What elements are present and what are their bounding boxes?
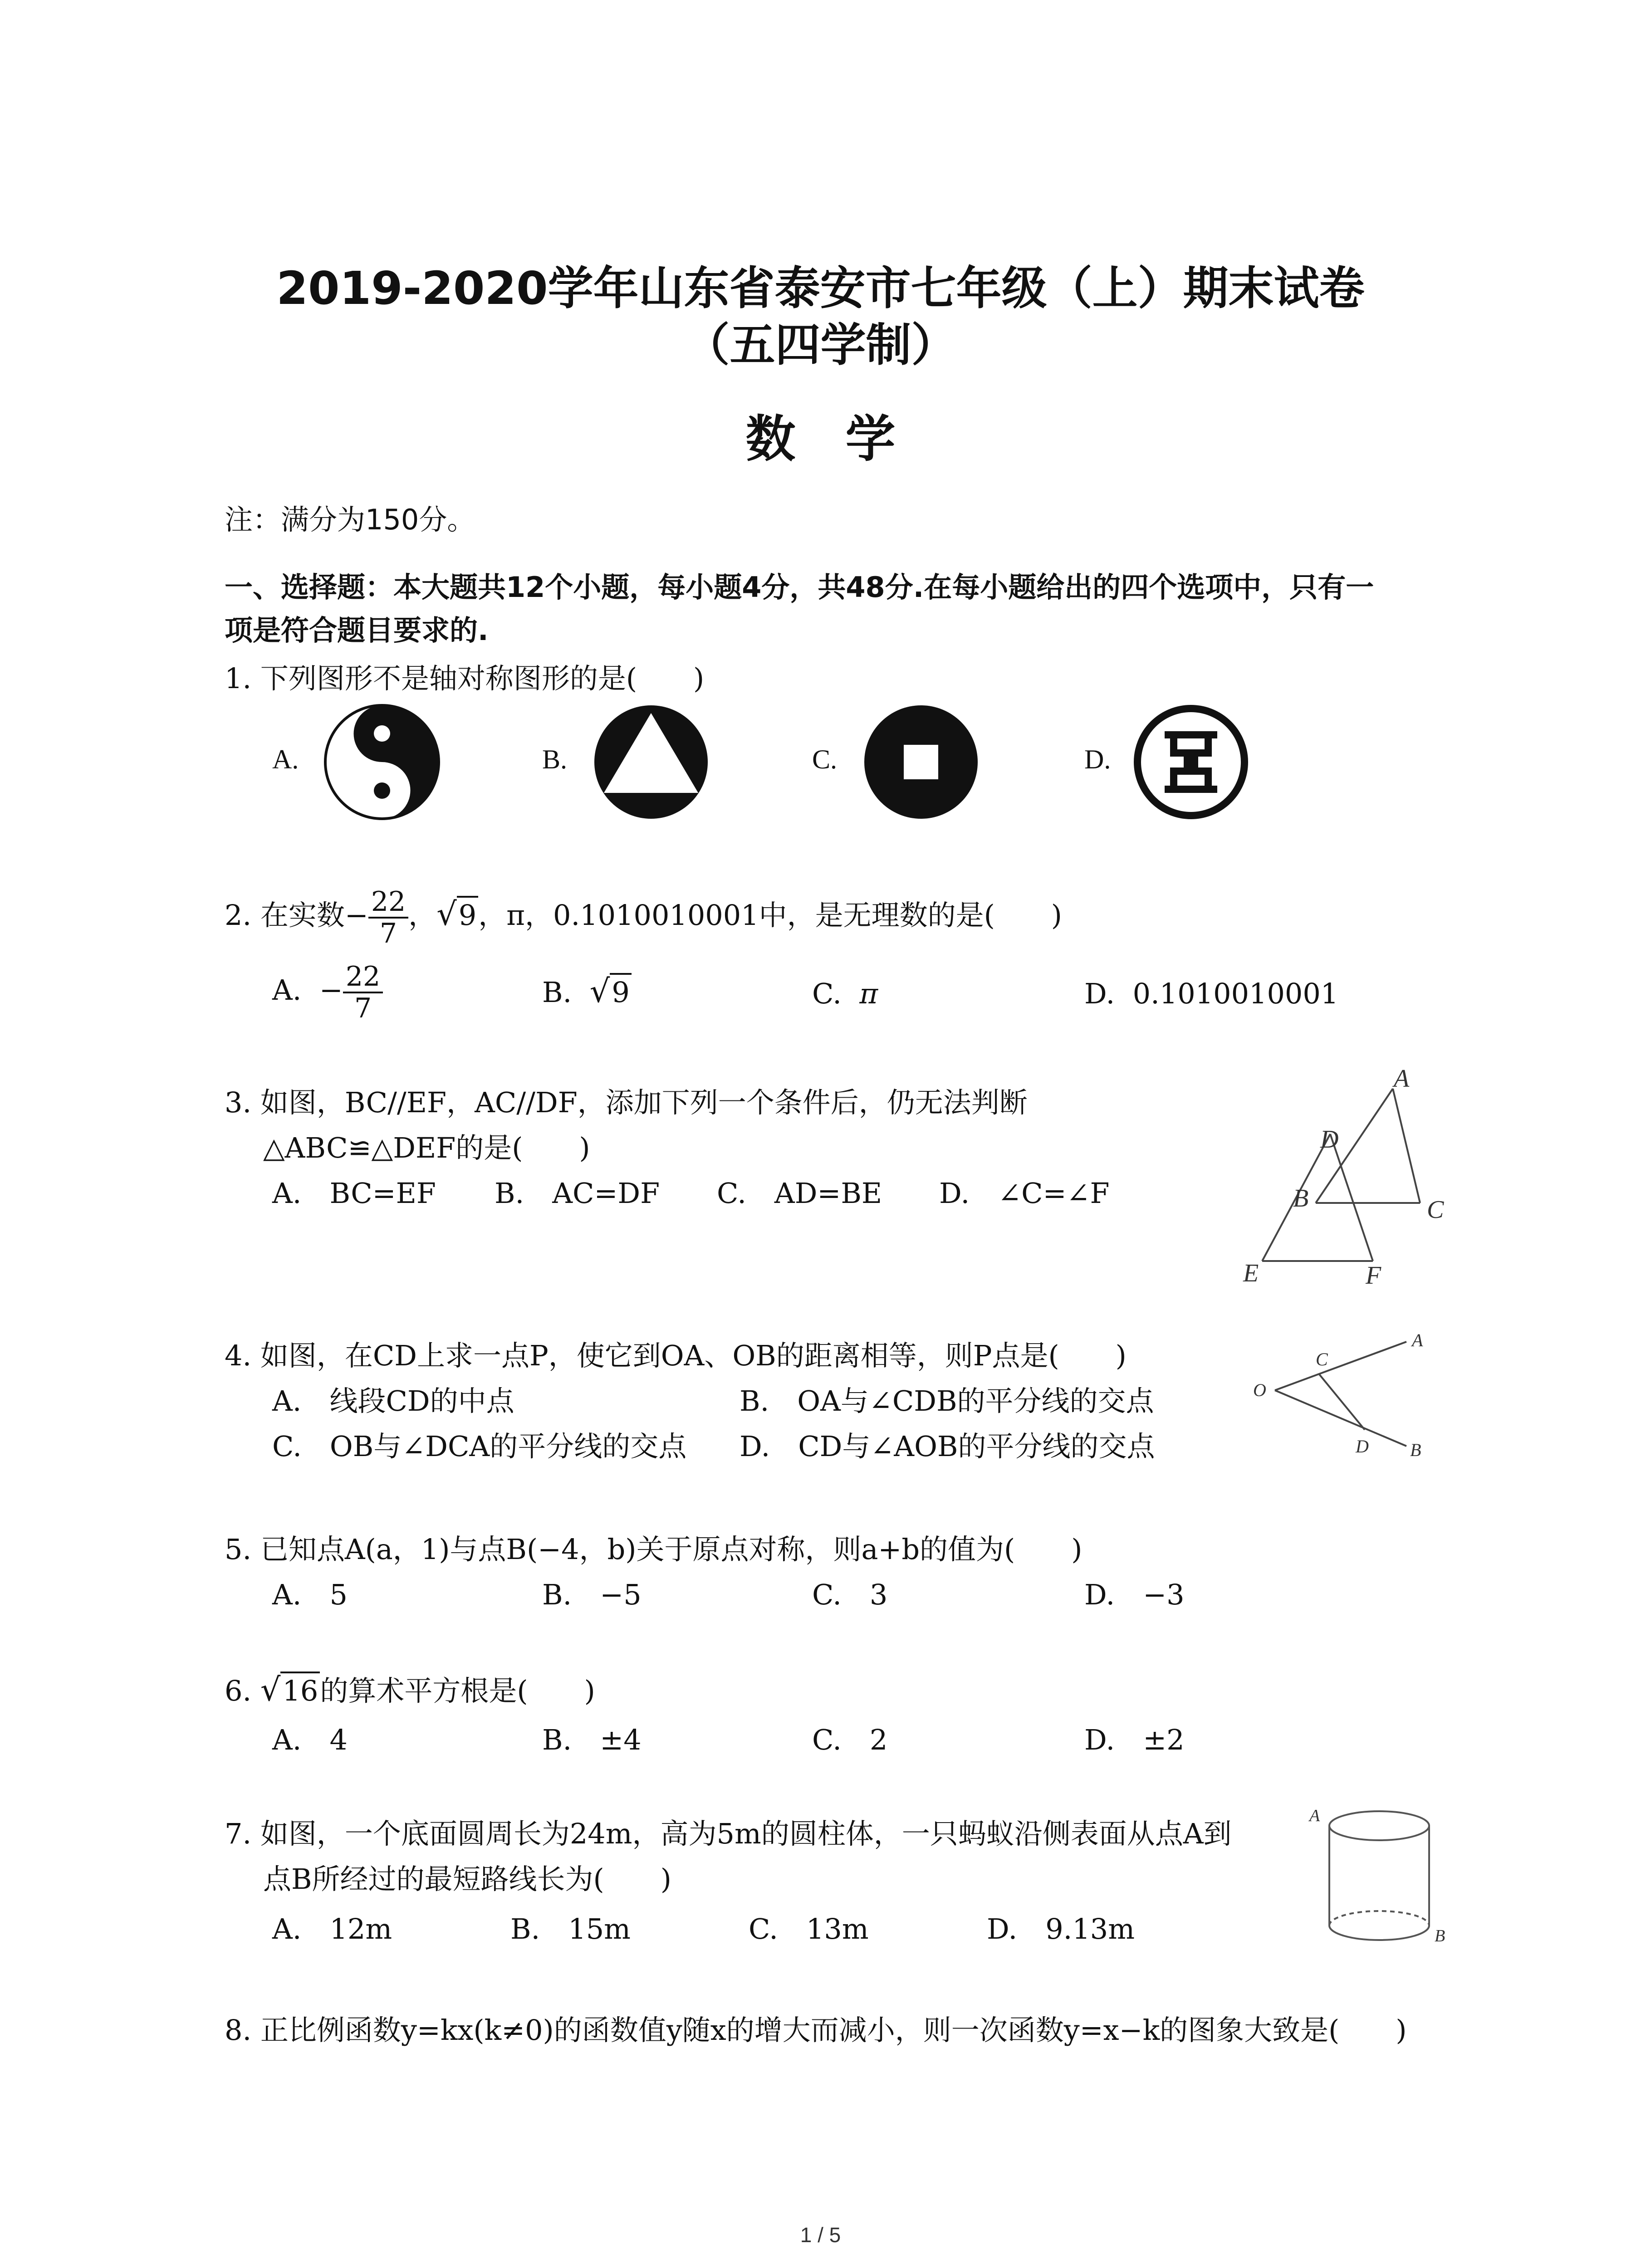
q2-option-b: [542, 973, 632, 1010]
q2-fraction-denominator: 7: [379, 918, 397, 949]
q3-stem-line2: △ABC≌△DEF的是( ): [263, 1131, 590, 1164]
bank-logo-icon: [1132, 703, 1250, 821]
q7-label-b: B: [1435, 1926, 1445, 1945]
q2-option-a-den: 7: [354, 992, 372, 1024]
q2-option-a: [272, 962, 383, 1023]
q2-stem-pre: 2. 在实数−: [225, 899, 368, 932]
q4-option-c: C. OB与∠DCA的平分线的交点: [272, 1430, 687, 1463]
q2-option-b-label: B.: [542, 976, 572, 1009]
q4-angle-figure: [1243, 1329, 1443, 1465]
q3-option-d: D. ∠C=∠F: [939, 1177, 1110, 1210]
q5-option-c: C. 3: [812, 1578, 888, 1611]
q2-stem-post: ，π，0.1010010001中，是无理数的是( ): [478, 899, 1062, 932]
score-note: 注：满分为150分。: [225, 503, 475, 536]
q7-cylinder-figure: [1307, 1803, 1452, 1953]
q3-stem-line1: 3. 如图，BC//EF，AC//DF，添加下列一个条件后，仍无法判断: [225, 1086, 1028, 1119]
yin-yang-icon: [323, 703, 441, 821]
q6-stem-pre: 6.: [225, 1674, 260, 1707]
q7-option-a: A. 12m: [272, 1912, 392, 1945]
q5-stem: 5. 已知点A(a，1)与点B(−4，b)关于原点对称，则a+b的值为( ): [225, 1533, 1083, 1566]
q7-label-a: A: [1309, 1806, 1320, 1825]
q2-option-a-sign: −: [319, 973, 343, 1007]
subject-title: 数 学: [745, 410, 896, 468]
q2-fraction: [368, 887, 408, 948]
q4-label-c: C: [1316, 1349, 1328, 1369]
sqrt-icon: √: [436, 895, 457, 933]
q4-label-o: O: [1253, 1380, 1266, 1400]
q2-option-a-num: 22: [343, 962, 383, 993]
q7-stem-line1: 7. 如图，一个底面圆周长为24m，高为5m的圆柱体，一只蚂蚁沿侧表面从点A到: [225, 1817, 1232, 1850]
q3-label-e: E: [1243, 1259, 1259, 1287]
q2-option-a-label: A.: [272, 973, 302, 1007]
q4-label-d: D: [1356, 1436, 1369, 1457]
q2-option-b-sqrt: [589, 973, 632, 1010]
q6-sqrt: [260, 1671, 320, 1708]
exam-title-line2: （五四学制）: [684, 318, 957, 371]
q2-stem-mid: ，: [408, 899, 437, 932]
q1-option-a-label: A.: [272, 744, 299, 774]
q8-stem: 8. 正比例函数y=kx(k≠0)的函数值y随x的增大而减小，则一次函数y=x−k的图象大致是( ): [225, 2014, 1407, 2047]
q2-fraction-numerator: 22: [368, 887, 408, 919]
q7-option-c: C. 13m: [749, 1912, 869, 1945]
q7-stem-line2: 点B所经过的最短路线长为( ): [263, 1862, 671, 1896]
q3-option-c: C. AD=BE: [717, 1177, 882, 1210]
q2-option-d-value: 0.1010010001: [1132, 977, 1339, 1010]
q6-sqrt-arg: 16: [280, 1672, 320, 1707]
q3-label-d: D: [1320, 1125, 1339, 1154]
q3-label-c: C: [1427, 1196, 1444, 1224]
q2-stem: [225, 887, 1062, 948]
q4-label-b: B: [1410, 1440, 1421, 1460]
q2-sqrt: [436, 895, 478, 933]
q3-option-b: B. AC=DF: [495, 1177, 660, 1210]
section1-instructions-line1: 一、选择题：本大题共12个小题，每小题4分，共48分.在每小题给出的四个选项中，只有一: [225, 571, 1374, 604]
q5-option-d: D. −3: [1084, 1578, 1185, 1611]
q6-option-c: C. 2: [812, 1723, 888, 1756]
q6-option-b: B. ±4: [542, 1723, 642, 1756]
q1-stem: 1. 下列图形不是轴对称图形的是( ): [225, 662, 705, 695]
q3-option-a: A. BC=EF: [272, 1177, 436, 1210]
circle-triangle-icon: [592, 703, 710, 821]
q6-stem: [225, 1671, 595, 1708]
page-number: 1 / 5: [800, 2223, 841, 2247]
circle-square-icon: [862, 703, 980, 821]
sqrt-icon: √: [260, 1671, 281, 1708]
q2-option-d: [1084, 977, 1339, 1010]
section1-instructions-line2: 项是符合题目要求的.: [225, 614, 489, 647]
q4-label-a: A: [1412, 1330, 1423, 1350]
q6-option-d: D. ±2: [1084, 1723, 1185, 1756]
q1-option-c-label: C.: [812, 744, 838, 774]
q1-option-d-label: D.: [1084, 744, 1111, 774]
q2-option-a-fraction: [343, 962, 383, 1023]
q3-triangle-figure: [1225, 1065, 1470, 1290]
q3-label-a: A: [1394, 1065, 1410, 1093]
q2-option-c-label: C.: [812, 977, 842, 1010]
exam-title-line1: 2019-2020学年山东省泰安市七年级（上）期末试卷: [276, 262, 1365, 315]
q1-option-b-label: B.: [542, 744, 568, 774]
q2-option-c: [812, 977, 878, 1010]
q7-option-b: B. 15m: [510, 1912, 631, 1945]
q3-label-b: B: [1293, 1184, 1309, 1212]
q2-sqrt-arg: 9: [457, 896, 478, 932]
q2-option-c-value: π: [859, 977, 878, 1010]
q5-option-b: B. −5: [542, 1578, 642, 1611]
q2-option-d-label: D.: [1084, 977, 1115, 1010]
q7-option-d: D. 9.13m: [987, 1912, 1135, 1945]
q6-option-a: A. 4: [272, 1723, 348, 1756]
q4-option-a: A. 线段CD的中点: [272, 1384, 514, 1418]
q4-option-b: B. OA与∠CDB的平分线的交点: [740, 1384, 1154, 1418]
q4-option-d: D. CD与∠AOB的平分线的交点: [740, 1430, 1155, 1463]
q2-option-b-arg: 9: [610, 973, 631, 1009]
q5-option-a: A. 5: [272, 1578, 348, 1611]
q6-stem-post: 的算术平方根是( ): [320, 1674, 595, 1707]
q3-label-f: F: [1366, 1261, 1381, 1290]
q4-stem: 4. 如图，在CD上求一点P，使它到OA、OB的距离相等，则P点是( ): [225, 1339, 1127, 1372]
sqrt-icon: √: [589, 973, 610, 1010]
